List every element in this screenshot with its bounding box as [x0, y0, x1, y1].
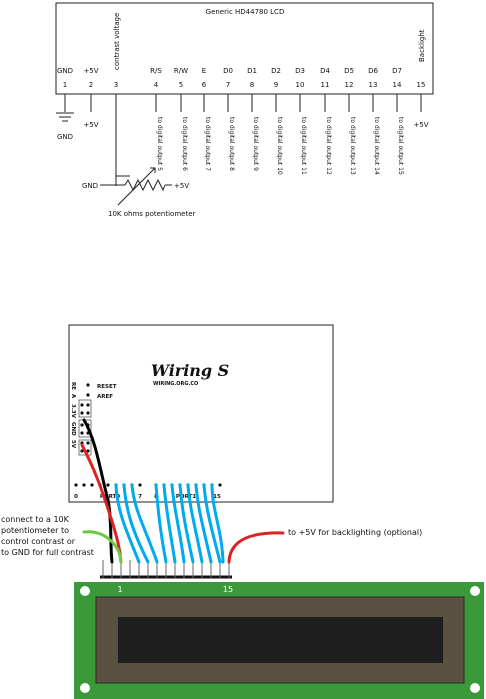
backlight-vcc-label: +5V [413, 121, 429, 129]
pin-7-name: D0 [223, 67, 233, 75]
pin-11-num: 11 [320, 81, 330, 89]
lcd-title: Generic HD44780 LCD [205, 8, 285, 16]
board-logo: Wiring S [151, 361, 230, 380]
pin-5-name: R/W [173, 67, 189, 75]
pin-5-conn: to digital output 6 [181, 117, 188, 171]
wiring-board [69, 325, 333, 502]
pin-1-name: GND [56, 67, 74, 75]
pin-8-name: D1 [247, 67, 257, 75]
vcc-label: +5V [83, 121, 99, 129]
pin-12-num: 12 [344, 81, 354, 89]
pin-13-num: 13 [368, 81, 378, 89]
pin-13-name: D6 [368, 67, 378, 75]
contrast-note-line-3: control contrast or [1, 537, 75, 546]
pin-4-num: 4 [153, 81, 159, 89]
backlight-note: to +5V for backlighting (optional) [288, 528, 423, 537]
pin-8-num: 8 [249, 81, 255, 89]
contrast-note-line-4: to GND for full contrast [1, 548, 94, 557]
side-label-3v3: 3.3V [70, 404, 76, 418]
potentiometer-symbol [100, 168, 172, 205]
pin-6-conn: to digital output 7 [204, 117, 211, 171]
pin-9-name: D2 [271, 67, 281, 75]
lcd-schematic [56, 3, 433, 218]
pin-7-conn: to digital output 8 [228, 117, 235, 171]
pin-9-conn: to digital output 10 [276, 117, 283, 175]
pin-11-conn: to digital output 12 [325, 117, 332, 175]
pin-2-num: 2 [88, 81, 94, 89]
pot-vcc-label: +5V [174, 182, 190, 190]
pin-2-name: +5V [83, 67, 99, 75]
pin-5-num: 5 [178, 81, 184, 89]
contrast-voltage-label: contrast voltage [113, 12, 121, 70]
ground-symbol [56, 113, 74, 121]
gnd-label: GND [56, 133, 74, 141]
side-label-5v: 5V [70, 440, 76, 449]
pin-leads [65, 94, 421, 176]
lcd-screen [118, 617, 443, 663]
pin-15-num: 15 [416, 81, 426, 89]
pin-6-num: 6 [201, 81, 207, 89]
port-label-0: 0 [74, 494, 78, 500]
pin-12-name: D5 [344, 67, 354, 75]
pin-4-name: R/S [150, 67, 162, 75]
board-outline [69, 325, 333, 502]
lcd-module [74, 560, 484, 699]
port-label-port0: PORT0 [99, 494, 121, 500]
contrast-note-line-1: connect to a 10K [1, 515, 69, 524]
pin-12-conn: to digital output 13 [349, 117, 356, 175]
pin-14-name: D7 [392, 67, 402, 75]
pin-14-conn: to digital output 15 [397, 117, 404, 175]
pot-gnd-label: GND [82, 182, 99, 190]
pin-1-num: 1 [62, 81, 68, 89]
pin-14-num: 14 [392, 81, 402, 89]
pin-6-name: E [201, 67, 207, 75]
port-label-15: 15 [213, 494, 221, 500]
side-label-re: RE [70, 382, 76, 390]
aref-label: AREF [97, 394, 114, 400]
pin-13-conn: to digital output 14 [373, 117, 380, 175]
reset-label: RESET [97, 384, 117, 390]
pin-9-num: 9 [273, 81, 279, 89]
contrast-note-line-2: potentiometer to [1, 526, 69, 535]
side-label-a: A [70, 394, 76, 399]
pin-11-name: D4 [320, 67, 330, 75]
backlight-wire [229, 533, 283, 562]
pin-4-conn: to digital output 5 [156, 117, 163, 171]
lcd-pin-first: 1 [117, 585, 123, 594]
pin-3-num: 3 [113, 81, 119, 89]
port-label-port1: PORT1 [175, 494, 197, 500]
backlight-label: Backlight [418, 29, 426, 62]
pin-10-name: D3 [295, 67, 305, 75]
port-label-8: 8 [154, 494, 158, 500]
board-logo-sub: WIRING.ORG.CO [153, 381, 199, 387]
side-label-gnd: GND [70, 422, 76, 436]
lcd-pin-last: 15 [222, 585, 234, 594]
pin-10-num: 10 [295, 81, 305, 89]
pin-10-conn: to digital output 11 [300, 117, 307, 175]
pin-7-num: 7 [225, 81, 231, 89]
pot-label: 10K ohms potentiometer [108, 210, 196, 218]
port-label-7: 7 [138, 494, 142, 500]
notes [1, 515, 422, 557]
pin-8-conn: to digital output 9 [252, 117, 259, 171]
